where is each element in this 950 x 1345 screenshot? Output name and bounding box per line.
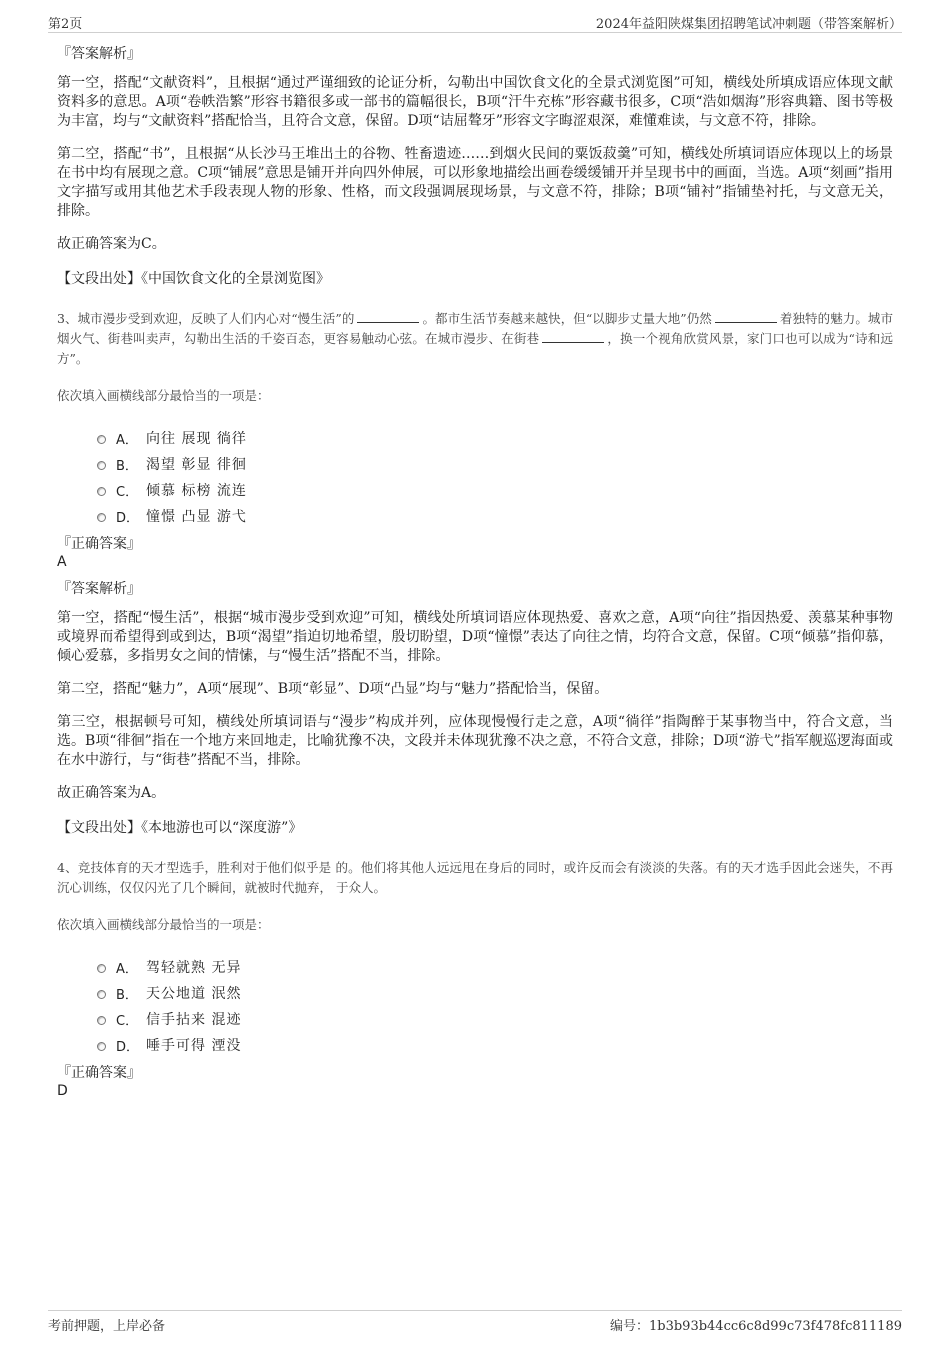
q2-analysis-paragraph-1: 第一空，搭配“文献资料”，且根据“通过严谨细致的论证分析，勾勒出中国饮食文化的全景式浏览图”可知，横线处所填成语应体现文献资料多的意思。A项“卷帙浩繁”形容书籍很多或一部书的篇幅很长，B项“汗牛充栋”形容藏书很多，C项“浩如烟海”形容典籍、图书等极为丰富，均与“文献资料”搭配恰当，且符合文意，保留。D项“诘屈聱牙”形容文字晦涩艰深，难懂难读，与文意不符，排除。 xyxy=(57,75,893,129)
q4-question-text: 4、竞技体育的天才型选手，胜利对于他们似乎是 的。他们将其他人远远甩在身后的同时，或许反而会有淡淡的失落。有的天才选手因此会迷失，不再沉心训练，仅仅闪光了几个瞬间，就被时代抛弃， 于众人。 xyxy=(57,860,893,895)
q3-option-a[interactable]: A． 向往 展现 徜徉 xyxy=(97,425,893,451)
q3-option-d[interactable]: D． 憧憬 凸显 游弋 xyxy=(97,503,893,529)
blank-2 xyxy=(715,311,777,323)
radio-button[interactable] xyxy=(97,1016,106,1025)
q3-options xyxy=(97,425,893,529)
radio-button[interactable] xyxy=(97,461,106,470)
q4-answer-tag: 『正确答案』 xyxy=(57,1065,141,1081)
q2-final-answer: 故正确答案为C。 xyxy=(57,236,166,252)
blank-3 xyxy=(542,331,604,343)
q4-option-d[interactable]: D． 唾手可得 湮没 xyxy=(97,1032,893,1058)
page-number: 第2页 xyxy=(48,17,83,32)
q4-answer-value: D xyxy=(57,1083,68,1099)
q2-analysis-paragraph-2: 第二空，搭配“书”，且根据“从长沙马王堆出土的谷物、牲畜遗迹……到烟火民间的粟饭菽羹”可知，横线处所填词语应体现以上的场景在书中均有展现之意。C项“铺展”意思是铺开并向四外伸展，可以形象地描绘出画卷缓缓铺开并呈现书中的画面，当选。A项“刻画”指用文字描写或用其他艺术手段表现人物的形象、性格，而文段强调展现场景，与文意不符，排除；B项“铺衬”指铺垫衬托，与文意无关，排除。 xyxy=(57,146,893,219)
q3-final-answer: 故正确答案为A。 xyxy=(57,785,166,801)
footer-slogan: 考前押题，上岸必备 xyxy=(48,1319,166,1334)
q4-options xyxy=(97,954,893,1058)
q3-source: 【文段出处】《本地游也可以“深度游”》 xyxy=(57,820,303,836)
page-content xyxy=(57,44,893,1108)
q3-analysis-paragraph-1: 第一空，搭配“慢生活”，根据“城市漫步受到欢迎”可知，横线处所填词语应体现热爱、喜欢之意，A项“向往”指因热爱、羡慕某种事物或境界而希望得到或到达，B项“渴望”指迫切地希望，殷切盼望，D项“憧憬”表达了向往之情，均符合文意，保留。C项“倾慕”指仰慕，倾心爱慕，多指男女之间的情愫，与“慢生活”搭配不当，排除。 xyxy=(57,610,893,664)
radio-button[interactable] xyxy=(97,487,106,496)
blank-1 xyxy=(357,311,419,323)
q3-analysis-paragraph-3: 第三空，根据顿号可知，横线处所填词语与“漫步”构成并列，应体现慢慢行走之意，A项“徜徉”指陶醉于某事物当中，符合文意，当选。B项“徘徊”指在一个地方来回地走，比喻犹豫不决，文段并未体现犹豫不决之意，不符合文意，排除；D项“游弋”指军舰巡逻海面或在水中游行，与“街巷”搭配不当，排除。 xyxy=(57,714,893,768)
q2-source: 【文段出处】《中国饮食文化的全景浏览图》 xyxy=(57,271,330,287)
q3-instruction: 依次填入画横线部分最恰当的一项是： xyxy=(57,388,270,403)
q4-option-a[interactable]: A． 驾轻就熟 无异 xyxy=(97,954,893,980)
q3-answer-value: A xyxy=(57,554,67,570)
q3-answer-tag: 『正确答案』 xyxy=(57,536,141,552)
q3-option-b[interactable]: B． 渴望 彰显 徘徊 xyxy=(97,451,893,477)
radio-button[interactable] xyxy=(97,435,106,444)
radio-button[interactable] xyxy=(97,513,106,522)
radio-button[interactable] xyxy=(97,964,106,973)
q4-option-b[interactable]: B． 天公地道 泯然 xyxy=(97,980,893,1006)
document-id: 编号：1b3b93b44cc6c8d99c73f478fc811189 xyxy=(609,1319,902,1334)
page-footer xyxy=(48,1310,902,1336)
q4-instruction: 依次填入画横线部分最恰当的一项是： xyxy=(57,917,270,932)
radio-button[interactable] xyxy=(97,990,106,999)
q3-analysis-paragraph-2: 第二空，搭配“魅力”，A项“展现”、B项“彰显”、D项“凸显”均与“魅力”搭配恰当，保留。 xyxy=(57,681,609,697)
radio-button[interactable] xyxy=(97,1042,106,1051)
q3-option-c[interactable]: C． 倾慕 标榜 流连 xyxy=(97,477,893,503)
q3-analysis-tag: 『答案解析』 xyxy=(57,581,141,597)
q4-option-c[interactable]: C． 信手拈来 混迹 xyxy=(97,1006,893,1032)
q3-question-text: 3、城市漫步受到欢迎，反映了人们内心对“慢生活”的 。都市生活节奏越来越快，但“以脚步丈量大地”仍然 着独特的魅力。城市烟火气、街巷叫卖声，勾勒出生活的千姿百态，更容易触动心弦。在城市漫步、在街巷 ，换一个视角欣赏风景，家门口也可以成为“诗和远方”。 xyxy=(57,311,893,366)
page-header xyxy=(48,13,902,33)
q2-analysis-tag: 『答案解析』 xyxy=(57,46,141,62)
document-title: 2024年益阳陕煤集团招聘笔试冲刺题（带答案解析） xyxy=(595,17,902,32)
